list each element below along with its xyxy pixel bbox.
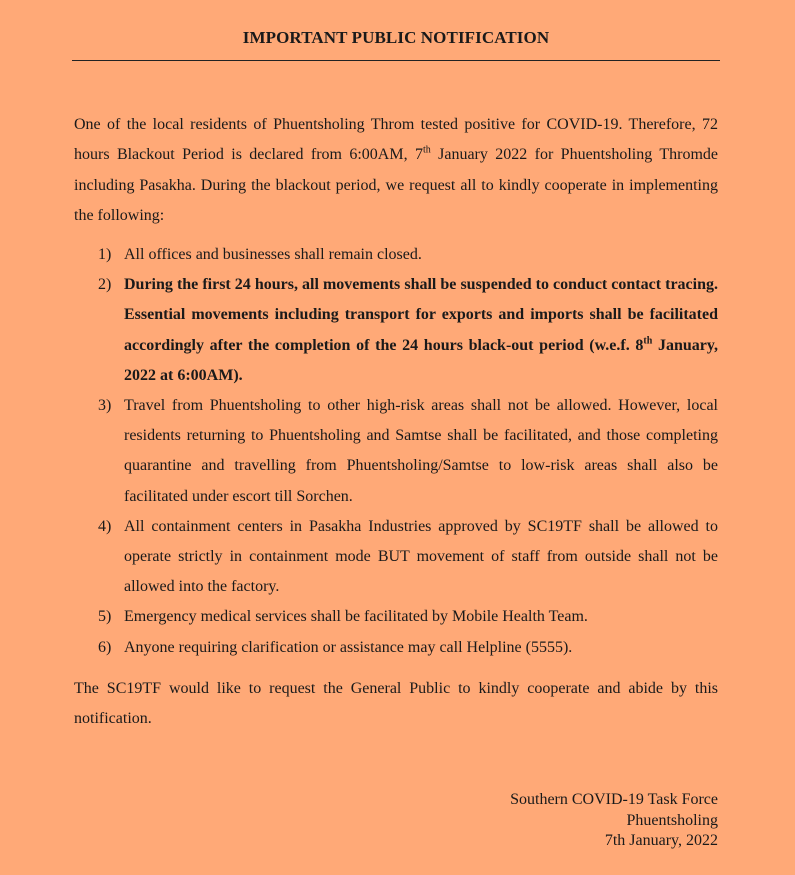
signature-org: Southern COVID-19 Task Force	[510, 791, 718, 808]
title-divider	[72, 60, 720, 61]
list-item	[74, 270, 718, 391]
signature-block	[510, 790, 718, 852]
closing-paragraph: The SC19TF would like to request the General Public to kindly cooperate and abide by this notification.	[74, 680, 718, 728]
intro-text-part1: One of the local residents of Phuentsholing Throm tested positive for COVID-19. Therefore, 72 hours Blackout Period is declared from 6:00AM, 7	[74, 116, 718, 164]
page-title: IMPORTANT PUBLIC NOTIFICATION	[242, 28, 550, 47]
list-item-number: 4)	[98, 517, 112, 535]
intro-paragraph	[74, 110, 718, 231]
list-item-text: Anyone requiring clarification or assistance may call Helpline (5555).	[124, 638, 573, 656]
list-item	[74, 633, 718, 663]
list-item-text: During the first 24 hours, all movements shall be suspended to conduct contact tracing. Essential movements including transport for exports and imports shall be facilitated accordingly after the completion of the 24 hours black-out period (w.e.f. 8	[124, 276, 718, 354]
intro-text-part2: January 2022 for Phuentsholing Thromde including Pasakha. During the blackout period, we request all to kindly cooperate in implementing the following:	[74, 146, 718, 224]
list-item	[74, 602, 718, 632]
list-item-text: Emergency medical services shall be facilitated by Mobile Health Team.	[124, 608, 588, 626]
signature-date: 7th January, 2022	[604, 832, 718, 849]
list-item-text-after: January, 2022 at 6:00AM).	[124, 336, 719, 384]
list-item-text: All offices and businesses shall remain closed.	[124, 246, 422, 263]
intro-superscript: th	[422, 144, 431, 156]
signature-place: Phuentsholing	[626, 811, 718, 829]
list-item-number: 1)	[98, 246, 112, 263]
list-item-number: 6)	[98, 638, 112, 656]
list-item-number: 2)	[98, 276, 112, 294]
list-item	[74, 240, 718, 270]
list-item-number: 3)	[98, 397, 112, 415]
list-item-number: 5)	[98, 608, 112, 626]
list-item-superscript: th	[643, 335, 653, 347]
list-item-text: All containment centers in Pasakha Industries approved by SC19TF shall be allowed to operate strictly in containment mode BUT movement of staff from outside shall not be allowed into the factory.	[124, 517, 718, 596]
measures-list	[74, 240, 718, 663]
list-item	[74, 512, 718, 603]
list-item	[74, 391, 718, 512]
list-item-text: Travel from Phuentsholing to other high-risk areas shall not be allowed. However, local residents returning to Phuentsholing and Samtse shall be facilitated, and those completing quarantine and travelling from Phuentsholing/Samtse to low-risk areas shall also be facilitated under escort till Sorchen.	[124, 397, 718, 505]
